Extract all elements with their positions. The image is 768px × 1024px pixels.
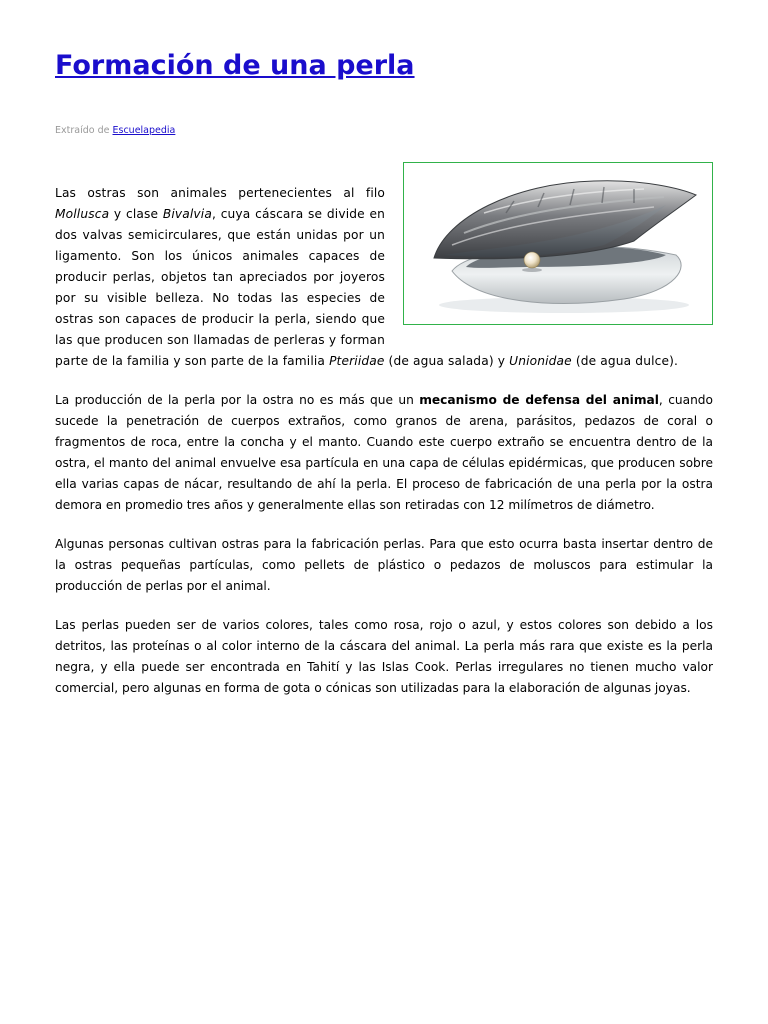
p1-term-unionidae: Unionidae xyxy=(509,354,572,368)
p2-text-2: , cuando sucede la penetración de cuerpos extraños, como granos de arena, parásitos, pedazos de coral o fragmentos de roca, entre la concha y el manto. Cuando este cuerpo extraño se encuentra dentro de la ostra, el manto del animal envuelve esa partícula en una capa de células epidérmicas, que producen sobre ella varias capas de nácar, resultando de ahí la perla. El proceso de fabricación de una perla por la ostra demora en promedio tres años y generalmente ellas son retiradas con 12 milímetros de diámetro. xyxy=(55,393,714,512)
p1-text-3: , cuya cáscara se divide en dos valvas semicirculares, que están unidas por un ligamento. Son los únicos animales capaces de producir perlas, objetos tan apreciados por joyeros por su visible belleza. No todas las especies de ostras son capaces de producir la perla, siendo que las que producen son llamadas de perleras y forman parte de la familia y son parte de la familia xyxy=(55,207,386,368)
source-prefix: Extraído de xyxy=(55,125,110,136)
oyster-illustration xyxy=(404,163,712,324)
p1-term-bivalvia: Bivalvia xyxy=(162,207,212,221)
p1-text-4: (de agua salada) y xyxy=(384,354,510,368)
p1-text-5: (de agua dulce). xyxy=(571,354,679,368)
source-link[interactable]: Escuelapedia xyxy=(112,125,176,136)
p2-bold-phrase: mecanismo de defensa del animal xyxy=(419,393,659,407)
p1-text-2: y clase xyxy=(109,207,163,221)
article-body xyxy=(55,183,713,717)
p1-term-mollusca: Mollusca xyxy=(55,207,110,221)
paragraph-4: Las perlas pueden ser de varios colores, tales como rosa, rojo o azul, y estos colores son debido a los detritos, las proteínas o al color interno de la cáscara del animal. La perla más rara que existe es la perla negra, y ella puede ser encontrada en Tahití y las Islas Cook. Perlas irregulares no tienen mucho valor comercial, pero algunas en forma de gota o cónicas son utilizadas para la elaboración de algunas joyas. xyxy=(55,618,713,695)
p2-text-1: La producción de la perla por la ostra no es más que un xyxy=(55,393,420,407)
oyster-pearl-image xyxy=(403,162,713,325)
source-line xyxy=(55,125,175,136)
p1-text-1: Las ostras son animales pertenecientes al filo xyxy=(55,186,385,200)
paragraph-3: Algunas personas cultivan ostras para la fabricación perlas. Para que esto ocurra basta insertar dentro de la ostras pequeñas partículas, como pellets de plástico o pedazos de moluscos para estimular la producción de perlas por el animal. xyxy=(55,537,713,593)
page-title[interactable]: Formación de una perla xyxy=(55,50,415,81)
paragraph-2 xyxy=(55,390,713,516)
p1-term-pteriidae: Pteriidae xyxy=(329,354,385,368)
